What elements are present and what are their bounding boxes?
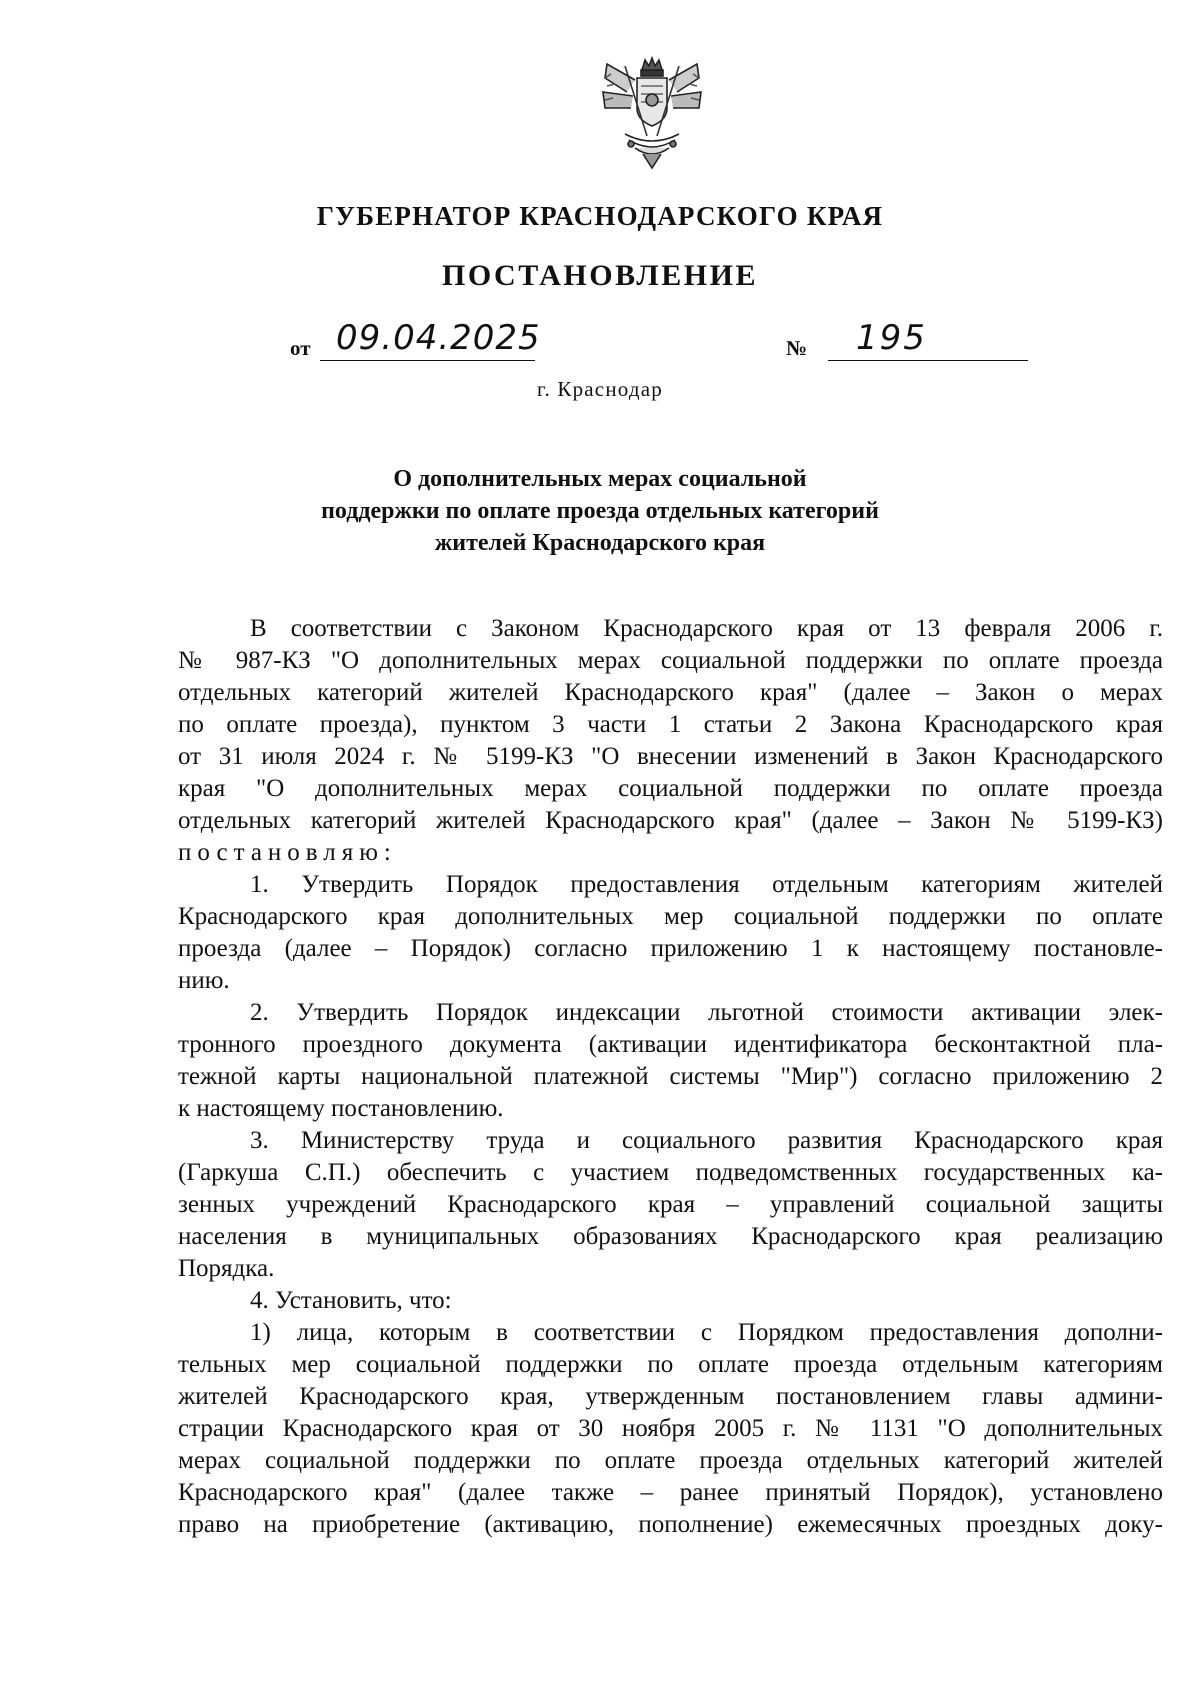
title-line: О дополнительных мерах социальной bbox=[393, 466, 807, 492]
body-line: проезда (далее – Порядок) согласно приложению 1 к настоящему постановле- bbox=[178, 935, 1163, 962]
document-date: 09.04.2025 bbox=[336, 318, 541, 358]
title-line: поддержки по оплате проезда отдельных категорий bbox=[321, 498, 879, 524]
body-line: 3. Министерству труда и социального развития Краснодарского края bbox=[250, 1127, 1163, 1154]
body-line: зенных учреждений Краснодарского края – управлений социальной защиты bbox=[178, 1191, 1163, 1218]
body-line: нию. bbox=[178, 967, 230, 994]
body-line: постановляю: bbox=[178, 839, 397, 866]
body-line: Краснодарского края дополнительных мер социальной поддержки по оплате bbox=[178, 903, 1163, 930]
body-line: 2. Утвердить Порядок индексации льготной стоимости активации элек- bbox=[250, 999, 1163, 1026]
body-line: 1) лица, которым в соответствии с Порядком предоставления дополни- bbox=[250, 1319, 1163, 1346]
body-line: В соответствии с Законом Краснодарского края от 13 февраля 2006 г. bbox=[250, 615, 1163, 642]
body-line: тронного проездного документа (активации идентификатора бесконтактной пла- bbox=[178, 1031, 1163, 1058]
body-line: населения в муниципальных образованиях Краснодарского края реализацию bbox=[178, 1223, 1163, 1250]
number-underline bbox=[828, 360, 1028, 361]
body-line: (Гаркуша С.П.) обеспечить с участием подведомственных государственных ка- bbox=[178, 1159, 1163, 1186]
body-line: 4. Установить, что: bbox=[250, 1287, 452, 1314]
coat-of-arms-icon bbox=[597, 56, 707, 176]
body-line: Порядка. bbox=[178, 1255, 275, 1282]
body-line: № 987-КЗ "О дополнительных мерах социальной поддержки по оплате проезда bbox=[178, 647, 1163, 674]
body-line: от 31 июля 2024 г. № 5199-КЗ "О внесении изменений в Закон Краснодарского bbox=[178, 743, 1163, 770]
body-line: к настоящему постановлению. bbox=[178, 1095, 504, 1122]
title-line: жителей Краснодарского края bbox=[434, 530, 766, 556]
number-prefix: № bbox=[786, 336, 808, 360]
body-line: право на приобретение (активацию, пополнение) ежемесячных проездных доку- bbox=[178, 1511, 1163, 1538]
body-line: отдельных категорий жителей Краснодарского края" (далее – Закон № 5199-КЗ) bbox=[178, 807, 1163, 834]
body-line: страции Краснодарского края от 30 ноября 2005 г. № 1131 "О дополнительных bbox=[178, 1415, 1163, 1442]
body-line: мерах социальной поддержки по оплате проезда отдельных категорий жителей bbox=[178, 1447, 1163, 1474]
body-line: 1. Утвердить Порядок предоставления отдельным категориям жителей bbox=[250, 871, 1163, 898]
body-line: Краснодарского края" (далее также – ранее принятый Порядок), установлено bbox=[178, 1479, 1163, 1506]
date-underline bbox=[320, 360, 535, 361]
body-line: тежной карты национальной платежной системы "Мир") согласно приложению 2 bbox=[178, 1063, 1163, 1090]
document-city: г. Краснодар bbox=[537, 377, 663, 401]
body-line: отдельных категорий жителей Краснодарского края" (далее – Закон о мерах bbox=[178, 679, 1163, 706]
body-line: края "О дополнительных мерах социальной поддержки по оплате проезда bbox=[178, 775, 1163, 802]
document-number: 195 bbox=[856, 318, 927, 358]
date-prefix: от bbox=[290, 336, 311, 360]
document-body bbox=[178, 613, 1163, 1541]
document-title bbox=[0, 463, 1200, 559]
body-line: жителей Краснодарского края, утвержденным постановлением главы админи- bbox=[178, 1383, 1163, 1410]
body-line: по оплате проезда), пунктом 3 части 1 статьи 2 Закона Краснодарского края bbox=[178, 711, 1163, 738]
body-line: тельных мер социальной поддержки по оплате проезда отдельным категориям bbox=[178, 1351, 1163, 1378]
date-number-line bbox=[290, 318, 1030, 368]
document-type: ПОСТАНОВЛЕНИЕ bbox=[442, 259, 758, 292]
organization-title: ГУБЕРНАТОР КРАСНОДАРСКОГО КРАЯ bbox=[316, 201, 884, 231]
